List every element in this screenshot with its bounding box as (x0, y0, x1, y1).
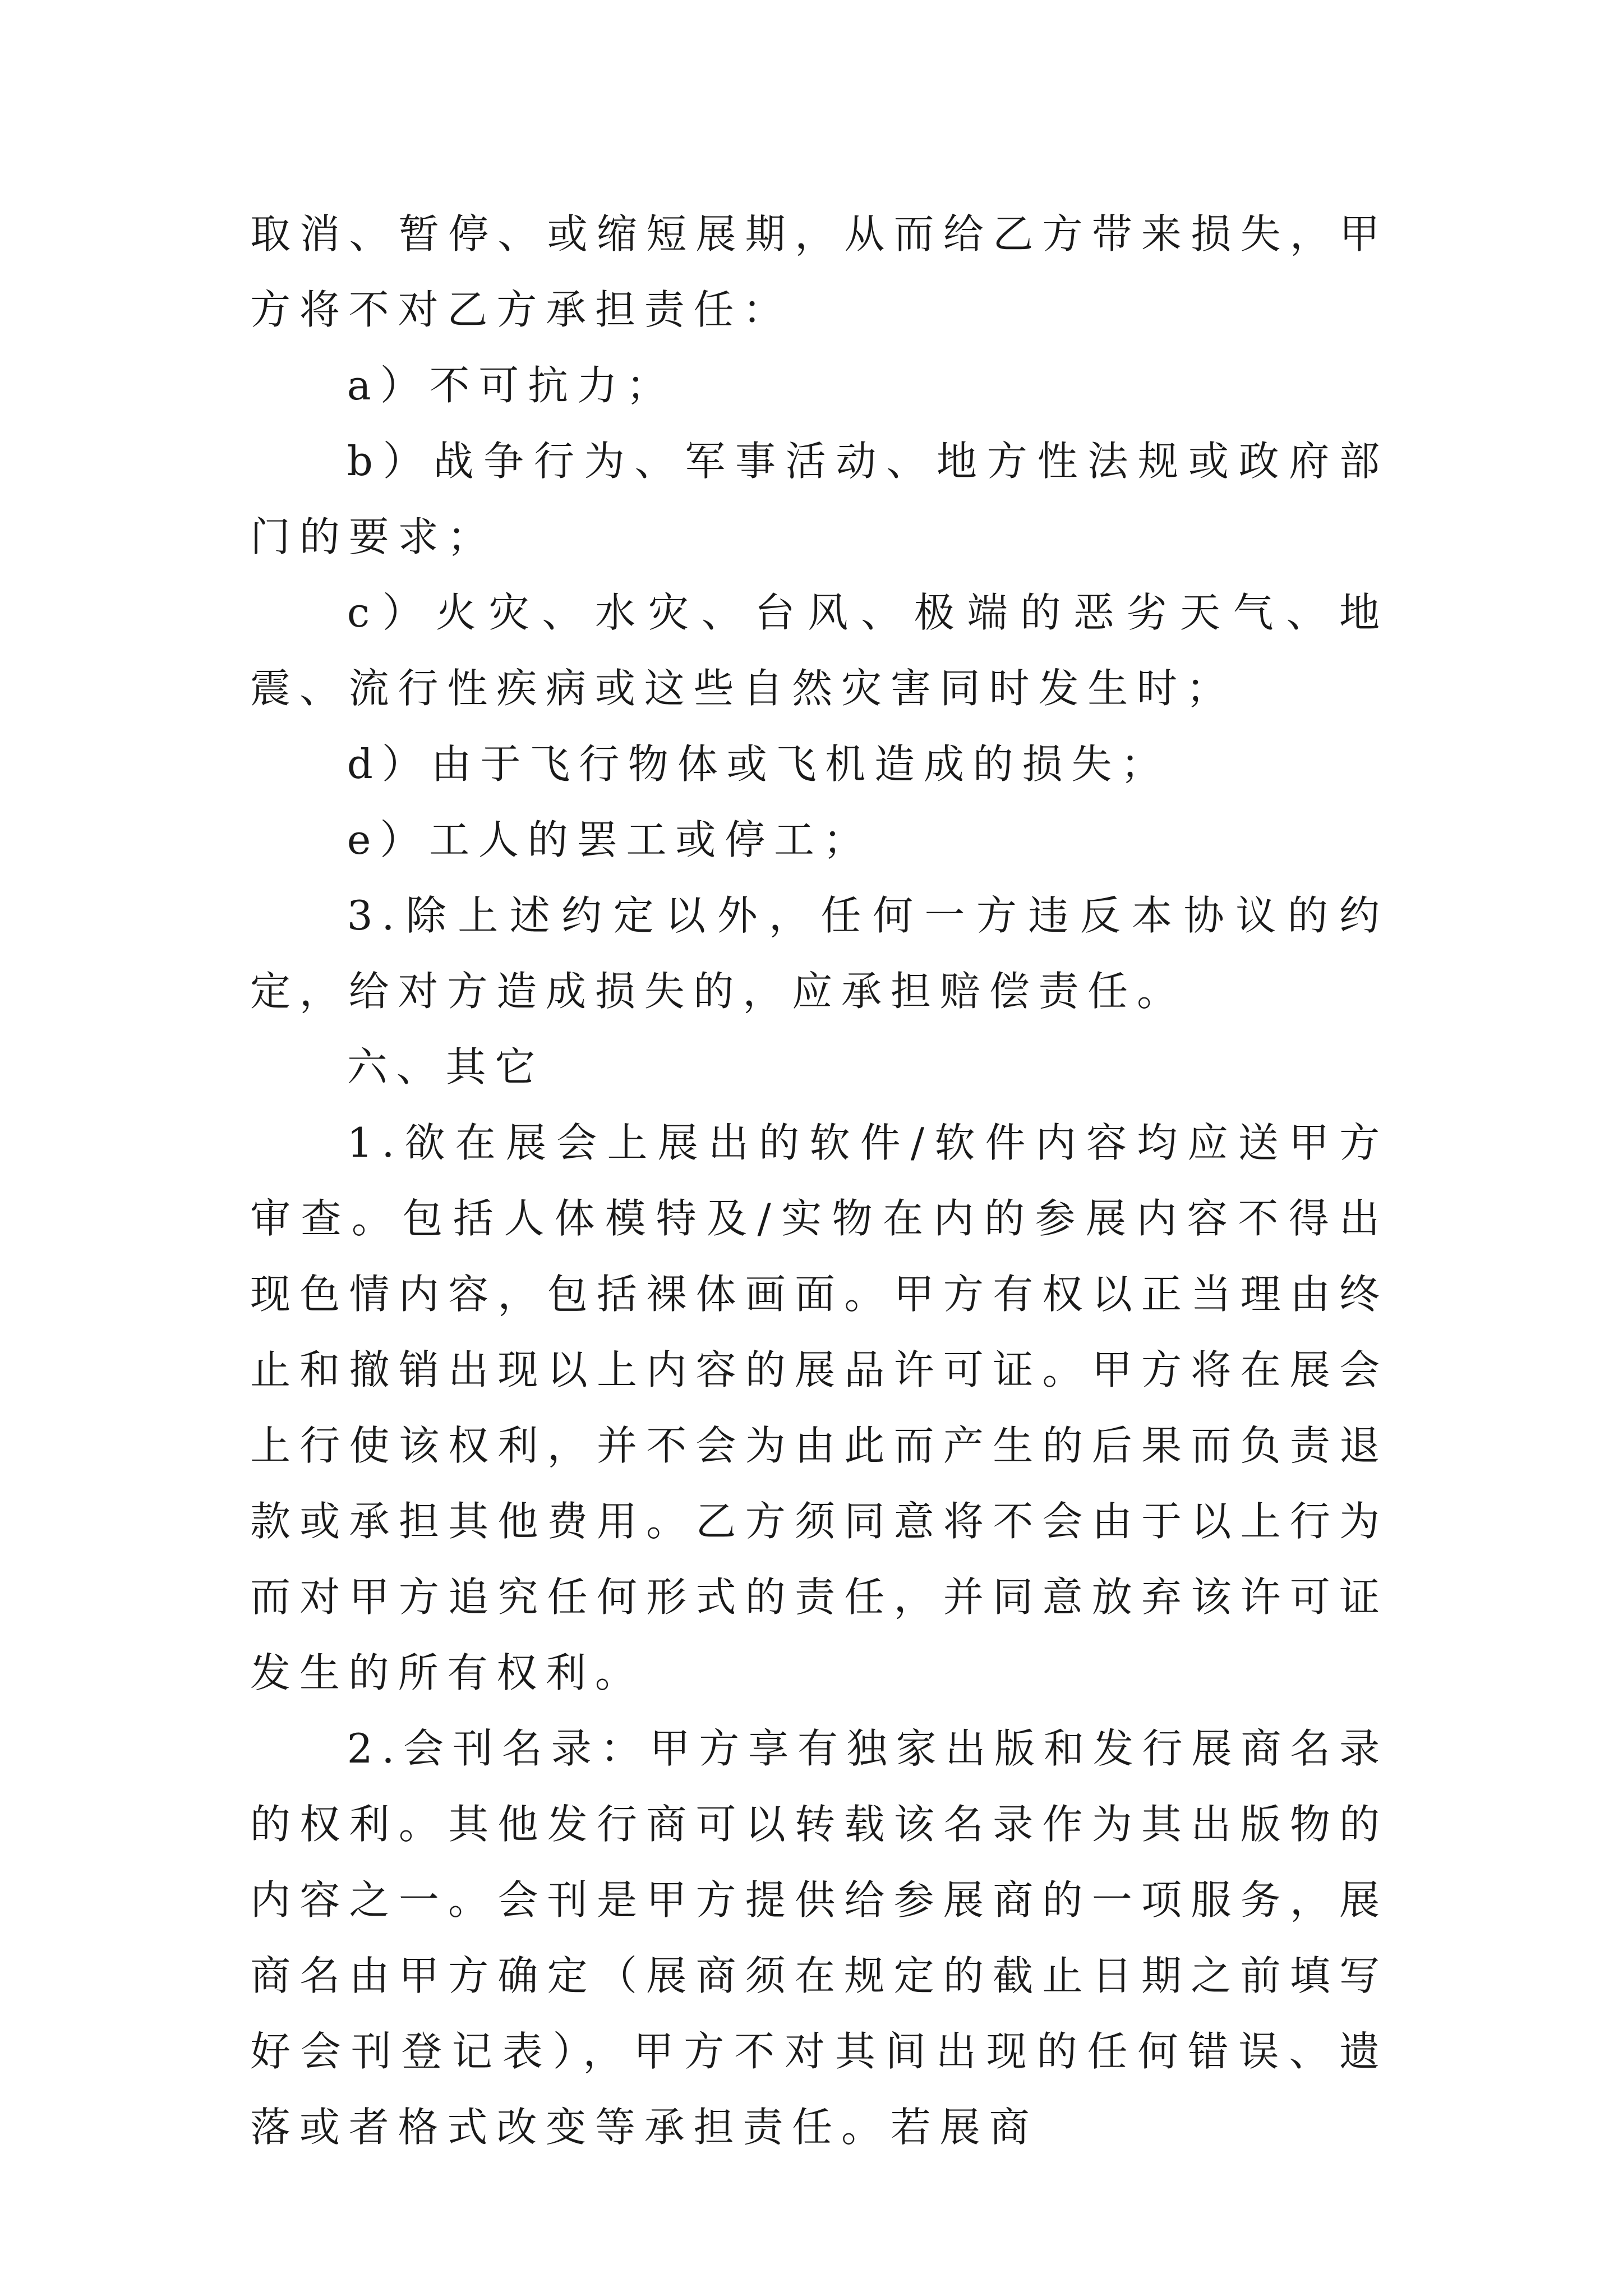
paragraph-4: c）火灾、水灾、台风、极端的恶劣天气、地震、流行性疾病或这些自然灾害同时发生时； (250, 589, 1389, 712)
paragraph-7: 3.除上述约定以外，任何一方违反本协议的约定，给对方造成损失的，应承担赔偿责任。 (250, 892, 1389, 1015)
section-heading-other: 六、其它 (347, 1043, 545, 1091)
paragraph-2: a）不可抗力； (347, 362, 676, 409)
paragraph-6: e）工人的罢工或停工； (347, 816, 873, 863)
paragraph-1: 取消、暂停、或缩短展期，从而给乙方带来损失，甲方将不对乙方承担责任： (250, 210, 1389, 333)
paragraph-10: 2.会刊名录：甲方享有独家出版和发行展商名录的权利。其他发行商可以转载该名录作为其出版物的内容之一。会刊是甲方提供给参展商的一项服务，展商名由甲方确定（展商须在规定的截止日期之前填写好会刊登记表），甲方不对其间出现的任何错误、遗落或者格式改变等承担责任。若展商 (250, 1725, 1389, 2151)
paragraph-9: 1.欲在展会上展出的软件/软件内容均应送甲方审查。包括人体模特及/实物在内的参展内容不得出现色情内容，包括裸体画面。甲方有权以正当理由终止和撤销出现以上内容的展品许可证。甲方将在展会上行使该权利，并不会为由此而产生的后果而负责退款或承担其他费用。乙方须同意将不会由于以上行为而对甲方追究任何形式的责任，并同意放弃该许可证发生的所有权利。 (250, 1119, 1389, 1696)
document-body (250, 196, 1389, 2165)
paragraph-3: b）战争行为、军事活动、地方性法规或政府部门的要求； (250, 438, 1389, 560)
paragraph-5: d）由于飞行物体或飞机造成的损失； (347, 740, 1170, 788)
